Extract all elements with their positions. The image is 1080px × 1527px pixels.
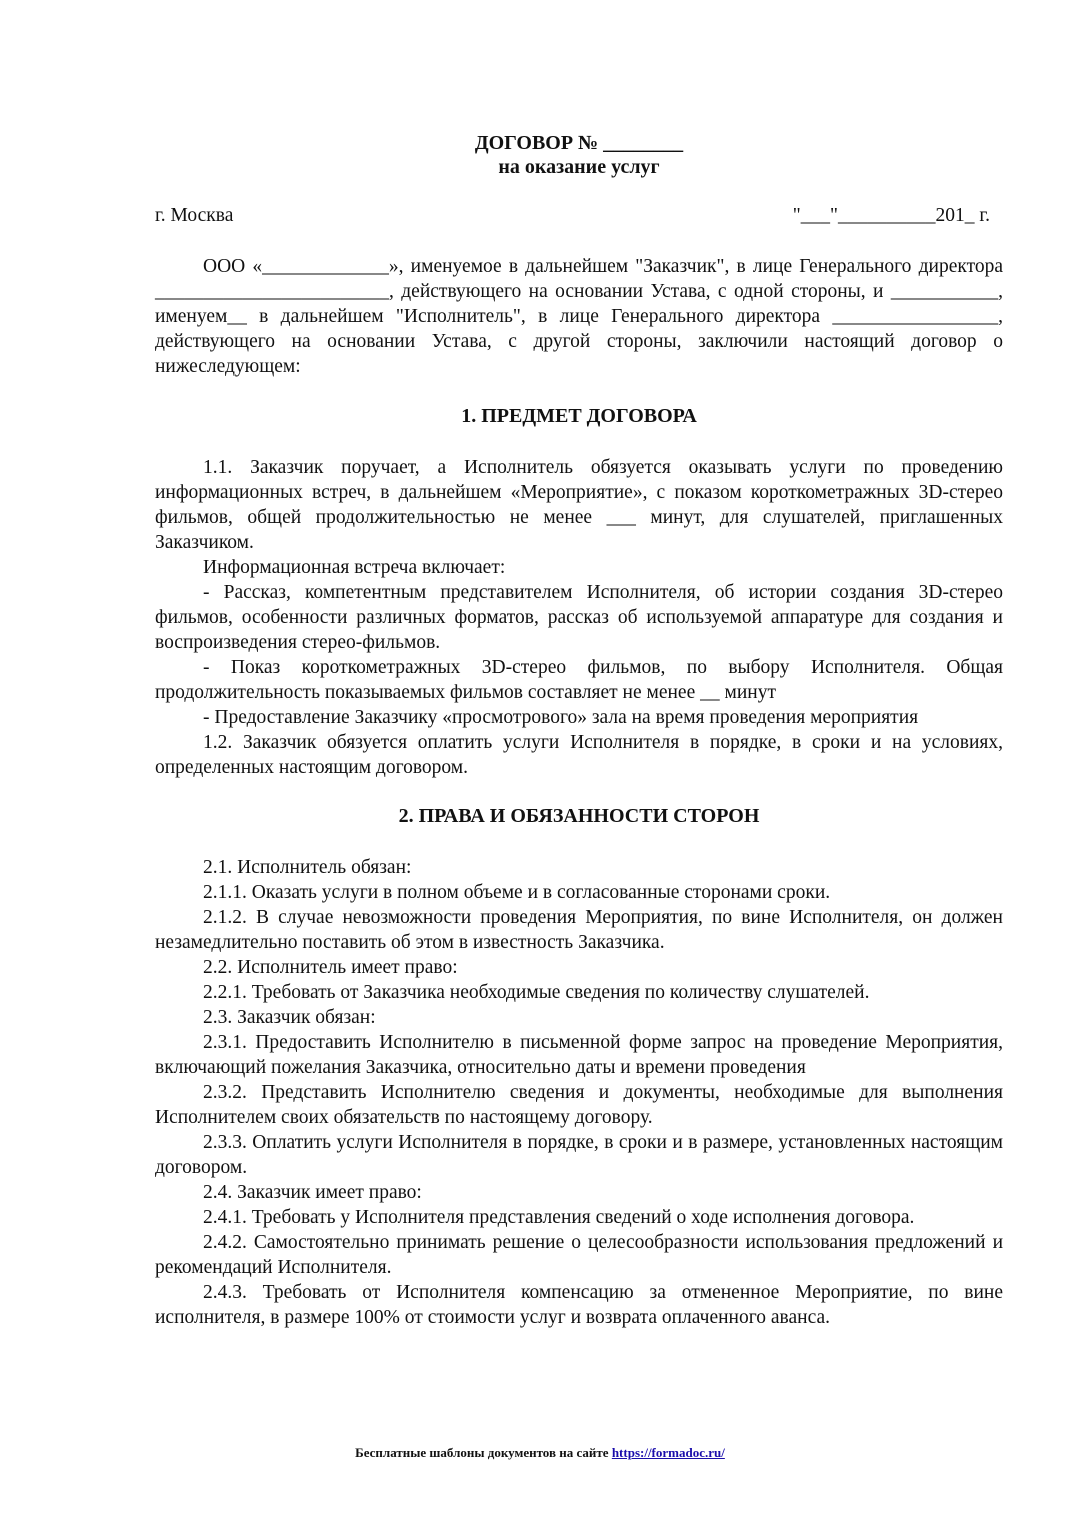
paragraph: 2.3. Заказчик обязан: [203,1007,376,1028]
paragraph: 2.4.2. Самостоятельно принимать решение о целесообразности использования предложений и рекомендаций Исполнителя. [155,1232,1003,1278]
paragraph: 2.3.3. Оплатить услуги Исполнителя в порядке, в сроки и в размере, установленных настоящим договором. [155,1132,1003,1178]
preamble-paragraph: ООО «_____________», именуемое в дальнейшем "Заказчик", в лице Генерального директора ________________________, действующего на основании Устава, с одной стороны, и ___________, именуем__ в дальнейшем "Исполнитель", в лице Генерального директора _________________, действующего на основании Устава, с другой стороны, заключили настоящий договор о нижеследующем: [155,256,1003,377]
section-1-heading: 1. ПРЕДМЕТ ДОГОВОРА [461,405,697,427]
paragraph: 2.1.1. Оказать услуги в полном объеме и в согласованные сторонами сроки. [203,882,831,903]
preamble [155,254,1003,379]
section-2-heading: 2. ПРАВА И ОБЯЗАННОСТИ СТОРОН [398,805,760,827]
paragraph: 1.2. Заказчик обязуется оплатить услуги Исполнителя в порядке, в сроки и на условиях, определенных настоящим договором. [155,732,1003,778]
paragraph: - Предоставление Заказчику «просмотрового» зала на время проведения мероприятия [203,707,919,728]
paragraph: 2.4.3. Требовать от Исполнителя компенсацию за отмененное Мероприятие, по вине исполнителя, в размере 100% от стоимости услуг и возврата оплаченного аванса. [155,1282,1003,1328]
footer-link[interactable]: https://formadoc.ru/ [611,1445,725,1460]
section-1-body [155,455,1003,780]
paragraph: - Рассказ, компетентным представителем Исполнителя, об истории создания 3D-стерео фильмов, особенности различных форматов, рассказ об используемой аппаратуре для создания и воспроизведения стерео-фильмов. [155,582,1003,653]
paragraph: 2.4.1. Требовать у Исполнителя представления сведений о ходе исполнения договора. [203,1207,915,1228]
paragraph: 2.2. Исполнитель имеет право: [203,957,458,978]
place-date-row [155,203,990,228]
paragraph: Информационная встреча включает: [203,557,506,578]
document-title: ДОГОВОР № ________ [474,132,684,154]
section-2-body [155,855,1003,1330]
footer-text: Бесплатные шаблоны документов на сайте [355,1445,609,1460]
paragraph: - Показ короткометражных 3D-стерео фильмов, по выбору Исполнителя. Общая продолжительность показываемых фильмов составляет не менее __ минут [155,657,1003,703]
date-field: "___"__________201_ г. [792,205,990,226]
paragraph: 2.1. Исполнитель обязан: [203,857,412,878]
city-label: г. Москва [155,205,234,226]
paragraph: 2.4. Заказчик имеет право: [203,1182,422,1203]
footer [0,1445,1080,1461]
document-subtitle: на оказание услуг [498,156,660,178]
paragraph: 2.3.1. Предоставить Исполнителю в письменной форме запрос на проведение Мероприятия, включающий пожелания Заказчика, относительно даты и времени проведения [155,1032,1003,1078]
paragraph: 2.2.1. Требовать от Заказчика необходимые сведения по количеству слушателей. [203,982,870,1003]
paragraph: 2.3.2. Представить Исполнителю сведения и документы, необходимые для выполнения Исполнителем своих обязательств по настоящему договору. [155,1082,1003,1128]
paragraph: 2.1.2. В случае невозможности проведения Мероприятия, по вине Исполнителя, он должен незамедлительно поставить об этом в известность Заказчика. [155,907,1003,953]
paragraph: 1.1. Заказчик поручает, а Исполнитель обязуется оказывать услуги по проведению информационных встреч, в дальнейшем «Мероприятие», с показом короткометражных 3D-стерео фильмов, общей продолжительностью не менее ___ минут, для слушателей, приглашенных Заказчиком. [155,457,1003,553]
